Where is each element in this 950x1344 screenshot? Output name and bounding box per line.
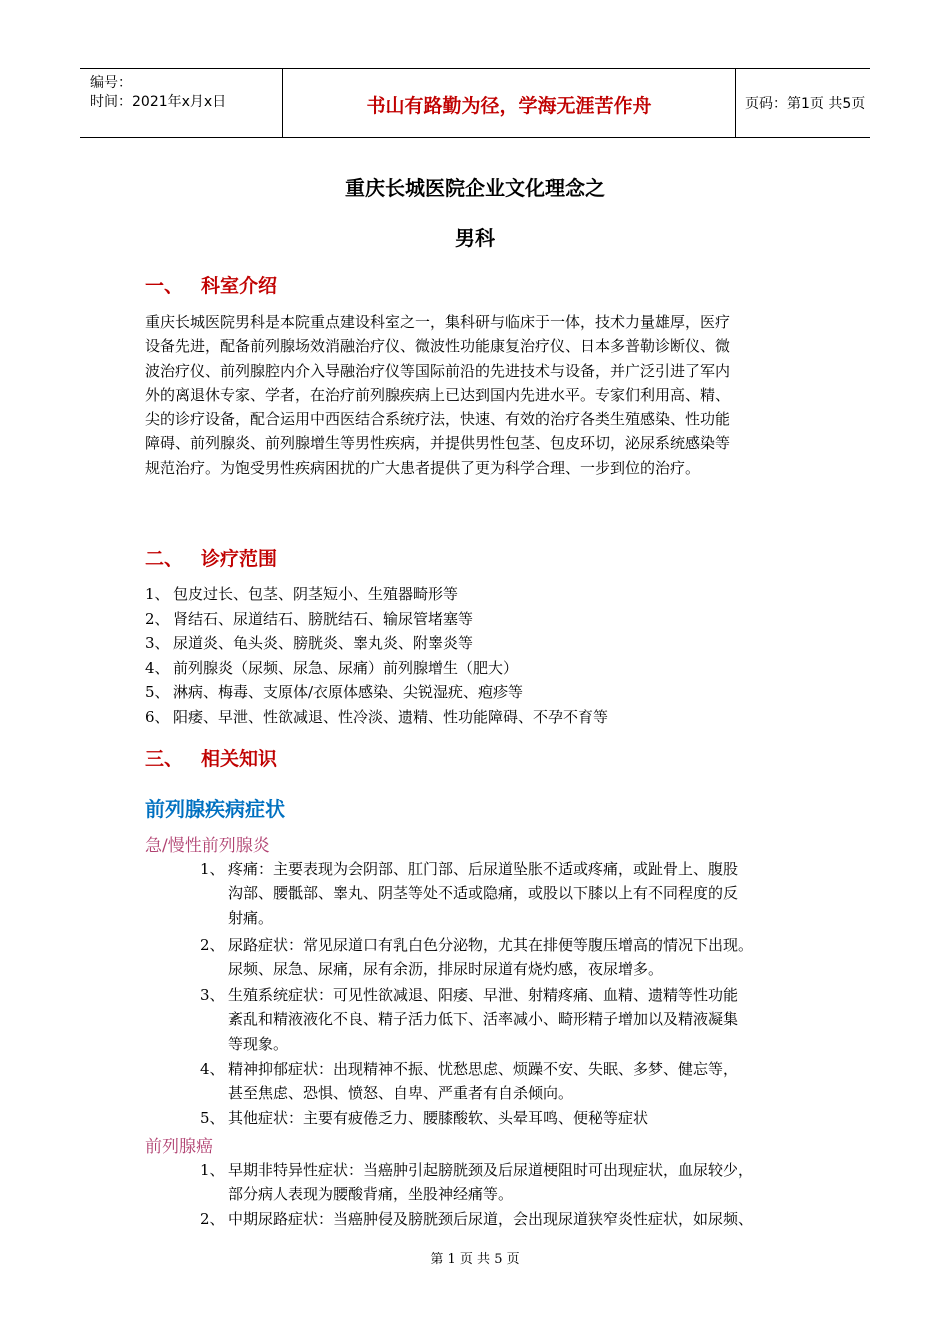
header-right-cell <box>735 69 870 137</box>
list-item: 5、 淋病、梅毒、支原体/衣原体感染、尖锐湿疣、疱疹等 <box>145 683 524 702</box>
section-heading-knowledge <box>145 744 277 771</box>
section-title: 科室介绍 <box>201 275 278 297</box>
knowledge-heading: 前列腺疾病症状 <box>145 797 285 821</box>
section-heading-intro <box>145 271 277 298</box>
page-code: 页码：第1页 共5页 <box>745 96 866 112</box>
symptom-item: 2、 尿路症状：常见尿道口有乳白色分泌物，尤其在排便等腹压增高的情况下出现。 尿频、尿急、尿痛，尿有余沥，排尿时尿道有烧灼感，夜尿增多。 <box>200 936 754 979</box>
intro-line: 外的离退休专家、学者，在治疗前列腺疾病上已达到国内先进水平。专家们利用高、精、 <box>145 385 731 404</box>
list-item: 1、 包皮过长、包茎、阴茎短小、生殖器畸形等 <box>145 585 459 603</box>
symptom-item: 4、 精神抑郁症状：出现精神不振、忧愁思虑、烦躁不安、失眠、多梦、健忘等， 甚至焦虑、恐惧、愤怒、自卑、严重者有自杀倾向。 <box>200 1060 739 1103</box>
section-title: 诊疗范围 <box>201 548 278 570</box>
section-heading-scope <box>145 544 277 571</box>
page-footer: 第 1 页 共 5 页 <box>430 1252 520 1267</box>
list-item: 6、 阳痿、早泄、性欲减退、性冷淡、遗精、性功能障碍、不孕不育等 <box>145 707 609 726</box>
list-item: 2、 肾结石、尿道结石、膀胱结石、输尿管堵塞等 <box>145 609 474 628</box>
cancer-heading: 前列腺癌 <box>145 1137 213 1157</box>
intro-paragraph <box>145 310 810 480</box>
prostatitis-heading: 急/慢性前列腺炎 <box>145 836 270 856</box>
symptom-item: 5、 其他症状：主要有疲倦乏力、腰膝酸软、头晕耳鸣、便秘等症状 <box>200 1109 649 1127</box>
section-number: 一、 <box>145 275 184 297</box>
symptom-item: 1、 早期非特异性症状：当癌肿引起膀胱颈及后尿道梗阻时可出现症状，血尿较少， 部分病人表现为腰酸背痛，坐股神经痛等。 <box>200 1161 754 1204</box>
list-item: 4、 前列腺炎（尿频、尿急、尿痛）前列腺增生（肥大） <box>145 658 519 677</box>
intro-line: 波治疗仪、前列腺腔内介入导融治疗仪等国际前沿的先进技术与设备，并广泛引进了军内 <box>145 361 731 380</box>
header-left-cell <box>80 69 282 137</box>
number-label: 编号： <box>90 75 132 91</box>
scope-list <box>145 582 608 730</box>
document-title: 重庆长城医院企业文化理念之 <box>345 176 605 200</box>
symptom-item: 2、 中期尿路症状：当癌肿侵及膀胱颈后尿道，会出现尿道狭窄炎性症状，如尿频、 <box>200 1210 754 1228</box>
intro-line: 障碍、前列腺炎、前列腺增生等男性疾病，并提供男性包茎、包皮环切，泌尿系统感染等 <box>145 434 731 453</box>
section-number: 三、 <box>145 748 184 770</box>
document-subtitle: 男科 <box>455 226 495 250</box>
intro-line: 设备先进，配备前列腺场效消融治疗仪、微波性功能康复治疗仪、日本多普勒诊断仪、微 <box>145 337 731 356</box>
list-item: 3、 尿道炎、龟头炎、膀胱炎、睾丸炎、附睾炎等 <box>145 634 474 653</box>
section-number: 二、 <box>145 548 184 570</box>
symptom-item: 1、 疼痛：主要表现为会阴部、肛门部、后尿道坠胀不适或疼痛，或趾骨上、腹股 沟部、腰骶部、睾丸、阴茎等处不适或隐痛，或股以下膝以上有不同程度的反 射痛。 <box>200 860 739 927</box>
time-label: 时间：2021年x月x日 <box>90 94 227 110</box>
intro-line: 规范治疗。为饱受男性疾病困扰的广大患者提供了更为科学合理、一步到位的治疗。 <box>145 458 701 477</box>
header-motto: 书山有路勤为径，学海无涯苦作舟 <box>366 95 652 117</box>
document-header-table <box>80 68 870 138</box>
intro-line: 重庆长城医院男科是本院重点建设科室之一，集科研与临床于一体，技术力量雄厚，医疗 <box>145 313 731 331</box>
intro-line: 尖的诊疗设备，配合运用中西医结合系统疗法，快速、有效的治疗各类生殖感染、性功能 <box>145 410 731 429</box>
symptom-item: 3、 生殖系统症状：可见性欲减退、阳痿、早泄、射精疼痛、血精、遗精等性功能 紊乱和精液液化不良、精子活力低下、活率减小、畸形精子增加以及精液凝集 等现象。 <box>200 986 739 1053</box>
section-title: 相关知识 <box>201 748 278 770</box>
header-middle-cell <box>282 69 736 137</box>
